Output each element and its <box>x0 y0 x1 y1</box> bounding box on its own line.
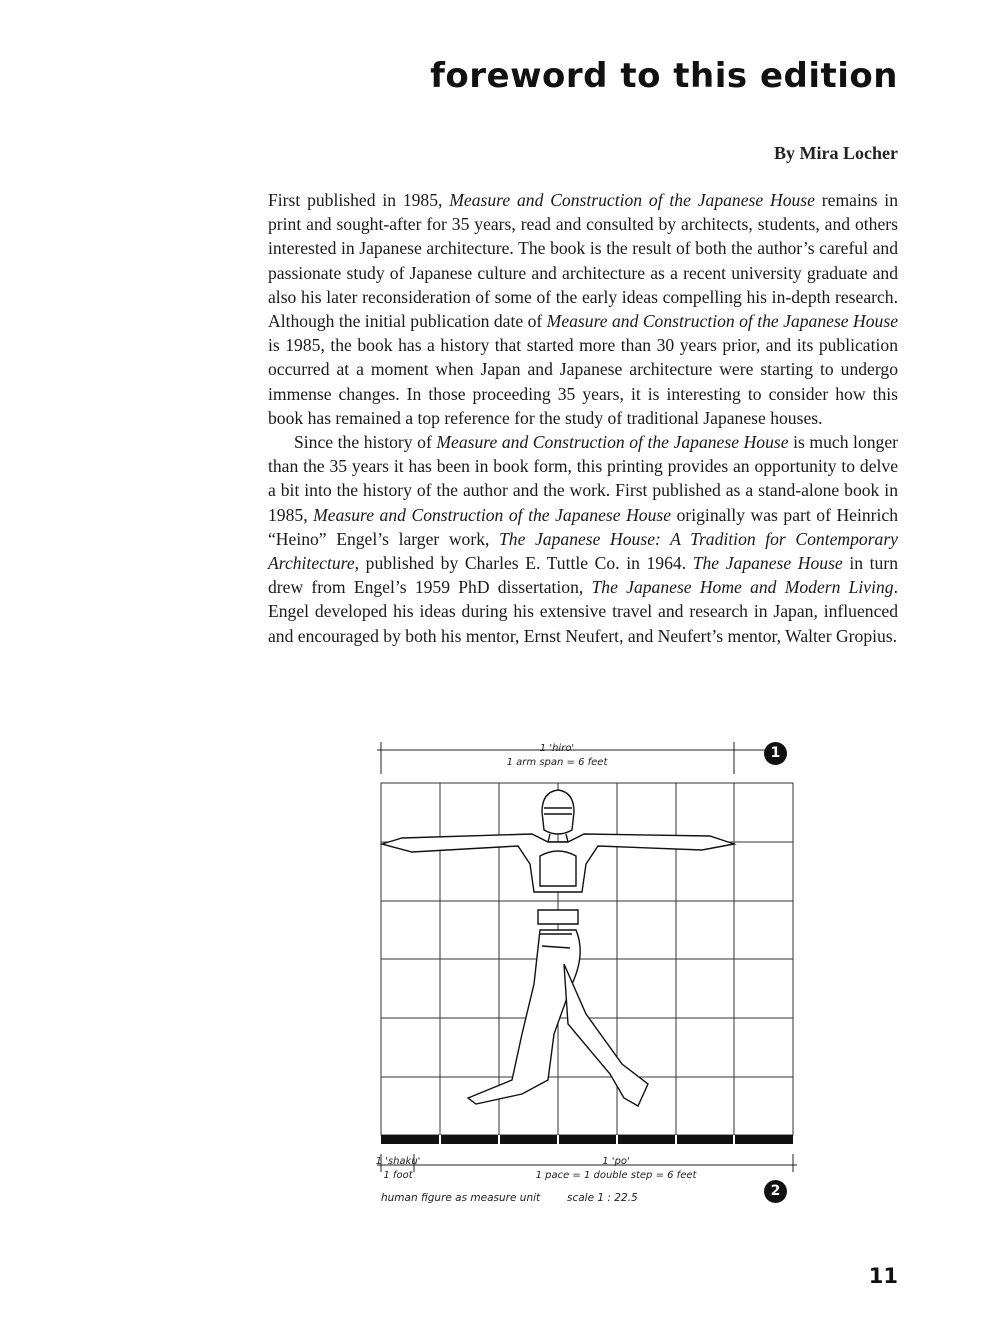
chapter-title: foreword to this edition <box>430 56 898 96</box>
bottom-label-pace: 1 pace = 1 double step = 6 feet <box>535 1170 697 1181</box>
badge-1: 1 <box>764 742 787 765</box>
bottom-label-foot: 1 foot <box>383 1170 413 1181</box>
bottom-label-po: 1 'po' <box>602 1156 630 1167</box>
figure-drawing <box>372 734 812 1216</box>
page-number: 11 <box>868 1264 898 1288</box>
badge-2: 2 <box>764 1180 787 1203</box>
top-label-arm-span: 1 arm span = 6 feet <box>506 757 608 768</box>
body-text <box>268 188 898 648</box>
paragraph-2: Since the history of Measure and Construction of the Japanese House is much longer than the 35 years it has been in book form, this printing provides an opportunity to delve a bit into the history of the author and the work. First published as a stand-alone book in 1985, Measure and Construction of the Japanese House originally was part of Heinrich “Heino” Engel’s larger work, The Japanese House: A Tradition for Contemporary Architecture, published by Charles E. Tuttle Co. in 1964. The Japanese House in turn drew from Engel’s 1959 PhD dissertation, The Japanese Home and Modern Living. Engel developed his ideas during his extensive travel and research in Japan, influenced and encouraged by both his mentor, Ernst Neufert, and Neufert’s mentor, Walter Gropius. <box>268 432 899 646</box>
figure-caption: human figure as measure unit <box>381 1192 541 1204</box>
author-byline: By Mira Locher <box>774 143 898 163</box>
paragraph-1: First published in 1985, Measure and Construction of the Japanese House remains in print and sought-after for 35 years, read and consulted by architects, students, and others interested in Japanese architecture. The book is the result of both the author’s careful and passionate study of Japanese culture and architecture as a recent university graduate and also his later reconsideration of some of the early ideas compelling his in-depth research. Although the initial publication date of Measure and Construction of the Japanese House is 1985, the book has a history that started more than 30 years prior, and its publication occurred at a moment when Japan and Japanese architecture were starting to undergo immense changes. In those proceeding 35 years, it is interesting to consider how this book has remained a top reference for the study of traditional Japanese houses. <box>268 190 898 428</box>
ground-bar <box>381 1135 793 1144</box>
bottom-label-shaku: 1 'shaku' <box>375 1156 421 1167</box>
human-measure-figure <box>372 734 812 1216</box>
figure-scale: scale 1 : 22.5 <box>567 1192 638 1204</box>
top-label-hiro: 1 'hiro' <box>539 743 575 754</box>
